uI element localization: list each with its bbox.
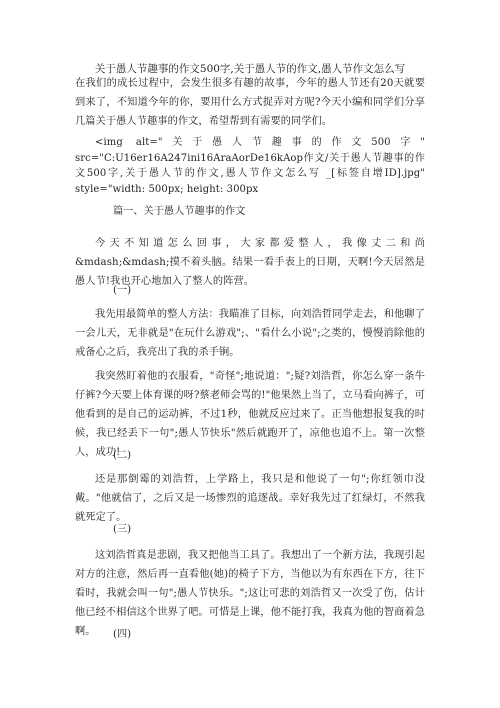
section1-paragraph-1: 今天不知道怎么回事，大家都爱整人，我像丈二和尚&mdash;&mdash;摸不着头脑。结果一看手表上的日期，天啊!今天居然是愚人节!我也开心地加入了整人的阵营。	[75, 238, 425, 287]
part-4-marker: (四)	[113, 629, 132, 640]
section-heading: 篇一、关于愚人节趣事的作文	[113, 206, 246, 217]
part-2-marker: (二)	[113, 450, 132, 461]
intro-paragraph: 在我们的成长过程中，会发生很多有趣的故事，今年的愚人节还有20天就要到来了，不知道今年的你，要用什么方式捉弄对方呢?今天小编和同学们分享几篇关于愚人节趣事的作文，希望帮到有需要的同学们。	[75, 78, 425, 127]
part1-paragraph-2: 我突然盯着他的衣服看，"奇怪";地说道：";疑?刘浩哲，你怎么穿一条牛仔裤?今天要上体育课的呀?蔡老师会骂的!"他果然上当了，立马看向裤子，可他看到的是自己的运动裤，不过1秒，他就反应过来了。正当他想报复我的时候，我已经丢下一句";愚人节快乐"然后就跑开了，凉他也追不上。第一次整人，成功!	[75, 371, 425, 458]
part3-paragraph-1: 这刘浩哲真是悲剧，我又把他当工具了。我想出了一个新方法，我现引起对方的注意，然后再一直看他(她)的椅子下方，当他以为有东西在下方，往下看时，我就会叫一句";愚人节快乐。";这让可悲的刘浩哲又一次受了伤，估计他已经不相信这个世界了吧。可惜是上课，他不能打我，我真为他的智商着急啊。	[75, 550, 425, 637]
document-title: 关于愚人节趣事的作文500字,关于愚人节的作文,愚人节作文怎么写	[94, 63, 406, 75]
part1-paragraph-1: 我先用最简单的整人方法：我瞄准了目标，向刘浩哲同学走去，和他聊了一会儿天，无非就是"在玩什么游戏";、"看什么小说";之类的，慢慢消除他的戒备心之后，我亮出了我的杀手锏。	[75, 309, 425, 358]
image-code-paragraph: <img alt="关于愚人节趣事的作文500字" src="C:U16er16A247ini16AraAorDe16kAop作文/关于愚人节趣事的作文500字,关于愚人节的作文,愚人节作文怎么写 _[标签自增ID].jpg" style="width: 500px; height: 300px	[75, 137, 425, 195]
part-1-marker: (一)	[113, 285, 132, 296]
part-3-marker: (三)	[113, 524, 132, 535]
part2-paragraph-1: 还是那倒霉的刘浩哲，上学路上，我只是和他说了一句";你红领巾没戴。"他就信了，之后又是一场惨烈的追逐战。幸好我先过了红绿灯，不然我就死定了。	[75, 474, 425, 523]
